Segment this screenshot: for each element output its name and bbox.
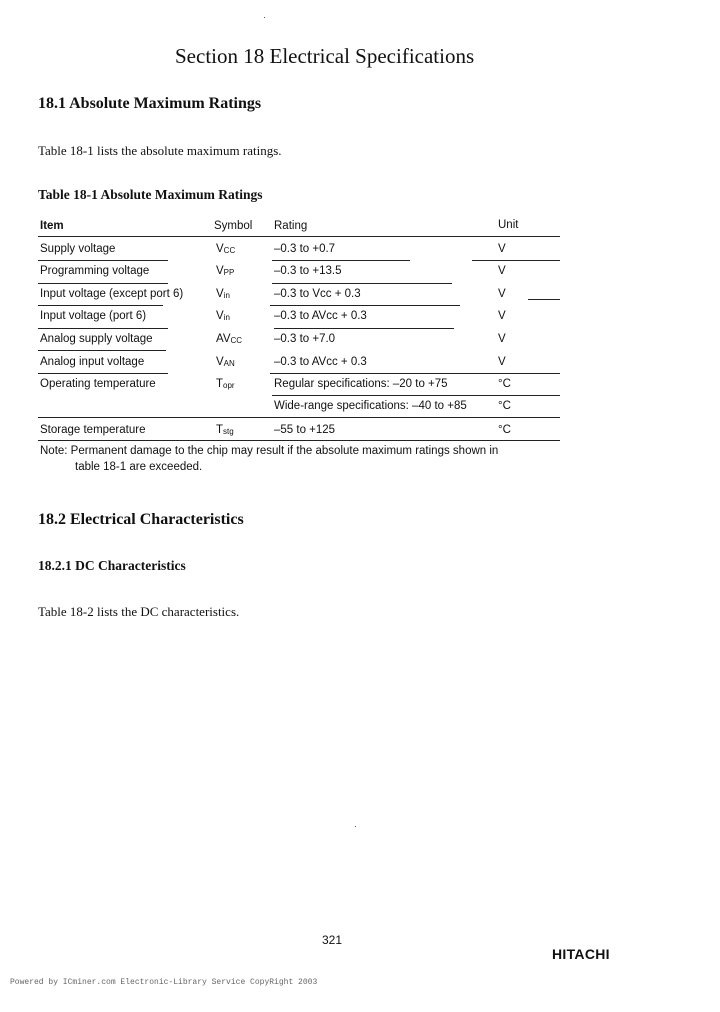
row-unit: V <box>498 288 506 300</box>
row-rule <box>38 417 560 418</box>
row-rating: –0.3 to +7.0 <box>274 333 336 345</box>
row-rating: Wide-range specifications: –40 to +85 <box>274 400 467 412</box>
row-item: Analog input voltage <box>40 356 145 368</box>
row-rule <box>38 373 168 374</box>
row-rule <box>272 283 452 284</box>
row-symbol-main: V <box>216 288 224 300</box>
row-symbol <box>216 356 235 368</box>
row-symbol-subscript: CC <box>223 246 236 255</box>
header-item: Item <box>40 220 64 232</box>
row-item: Input voltage (port 6) <box>40 310 147 322</box>
row-symbol-subscript: CC <box>230 336 243 345</box>
scan-speck <box>264 17 265 18</box>
row-unit: V <box>498 333 506 345</box>
row-symbol <box>216 378 235 390</box>
row-rule <box>38 328 168 329</box>
row-rule <box>38 305 163 306</box>
row-rule <box>272 260 410 261</box>
row-symbol-subscript: in <box>223 313 230 322</box>
header-unit: Unit <box>498 219 519 231</box>
section-18-1-heading: 18.1 Absolute Maximum Ratings <box>38 95 262 112</box>
section-title: Section 18 Electrical Specifications <box>175 44 475 68</box>
row-item: Programming voltage <box>40 265 150 277</box>
table-18-1-caption: Table 18-1 Absolute Maximum Ratings <box>38 187 263 202</box>
row-symbol-main: V <box>216 265 224 277</box>
row-symbol-main: V <box>216 310 224 322</box>
row-item: Analog supply voltage <box>40 333 153 345</box>
row-symbol-subscript: opr <box>223 381 235 390</box>
table-note-line-2: table 18-1 are exceeded. <box>75 461 203 473</box>
row-rule <box>528 299 560 300</box>
row-symbol-main: V <box>216 356 224 368</box>
row-symbol-subscript: stg <box>223 427 234 436</box>
row-rule <box>38 260 168 261</box>
row-unit: V <box>498 243 506 255</box>
row-item: Operating temperature <box>40 378 156 390</box>
row-rating: Regular specifications: –20 to +75 <box>274 378 448 390</box>
row-rating: –55 to +125 <box>274 424 336 436</box>
brand-logo: HITACHI <box>552 946 610 962</box>
row-symbol-main: T <box>216 378 224 390</box>
row-symbol <box>216 424 234 436</box>
row-rule <box>270 305 460 306</box>
row-rule <box>272 395 560 396</box>
row-rating: –0.3 to Vcc + 0.3 <box>274 288 361 300</box>
row-rating: –0.3 to +13.5 <box>274 265 342 277</box>
header-rule <box>38 236 560 237</box>
row-item: Supply voltage <box>40 243 116 255</box>
row-item: Storage temperature <box>40 424 146 436</box>
row-unit: °C <box>498 424 511 436</box>
row-symbol-subscript: PP <box>223 268 235 277</box>
row-rating: –0.3 to AVcc + 0.3 <box>274 356 367 368</box>
row-unit: V <box>498 310 506 322</box>
row-symbol-main: T <box>216 424 224 436</box>
row-symbol <box>216 243 235 255</box>
row-symbol <box>216 333 242 345</box>
row-unit: °C <box>498 400 511 412</box>
scan-speck <box>355 826 356 827</box>
section-18-2-heading: 18.2 Electrical Characteristics <box>38 511 244 528</box>
row-rule <box>472 260 560 261</box>
row-symbol <box>216 310 230 322</box>
row-symbol <box>216 288 230 300</box>
row-item: Input voltage (except port 6) <box>40 288 184 300</box>
section-18-2-1-heading: 18.2.1 DC Characteristics <box>38 558 186 573</box>
row-rule <box>38 350 166 351</box>
page-number: 321 <box>322 933 343 947</box>
row-unit: V <box>498 265 506 277</box>
row-symbol <box>216 265 234 277</box>
row-unit: V <box>498 356 506 368</box>
header-symbol: Symbol <box>214 220 253 232</box>
row-symbol-main: AV <box>216 333 231 345</box>
table-note-line-1: Note: Permanent damage to the chip may result if the absolute maximum ratings shown in <box>40 445 499 457</box>
row-unit: °C <box>498 378 511 390</box>
header-rating: Rating <box>274 220 308 232</box>
row-rule <box>38 440 560 441</box>
row-rule <box>38 283 168 284</box>
row-rule <box>270 373 560 374</box>
footer-watermark: Powered by ICminer.com Electronic-Library Service CopyRight 2003 <box>10 978 318 987</box>
row-symbol-main: V <box>216 243 224 255</box>
row-rule <box>274 328 454 329</box>
row-rating: –0.3 to AVcc + 0.3 <box>274 310 367 322</box>
row-rating: –0.3 to +0.7 <box>274 243 336 255</box>
section-18-1-intro: Table 18-1 lists the absolute maximum ratings. <box>38 143 282 158</box>
section-18-2-1-intro: Table 18-2 lists the DC characteristics. <box>38 604 240 619</box>
row-symbol-subscript: AN <box>223 359 235 368</box>
row-symbol-subscript: in <box>223 291 230 300</box>
